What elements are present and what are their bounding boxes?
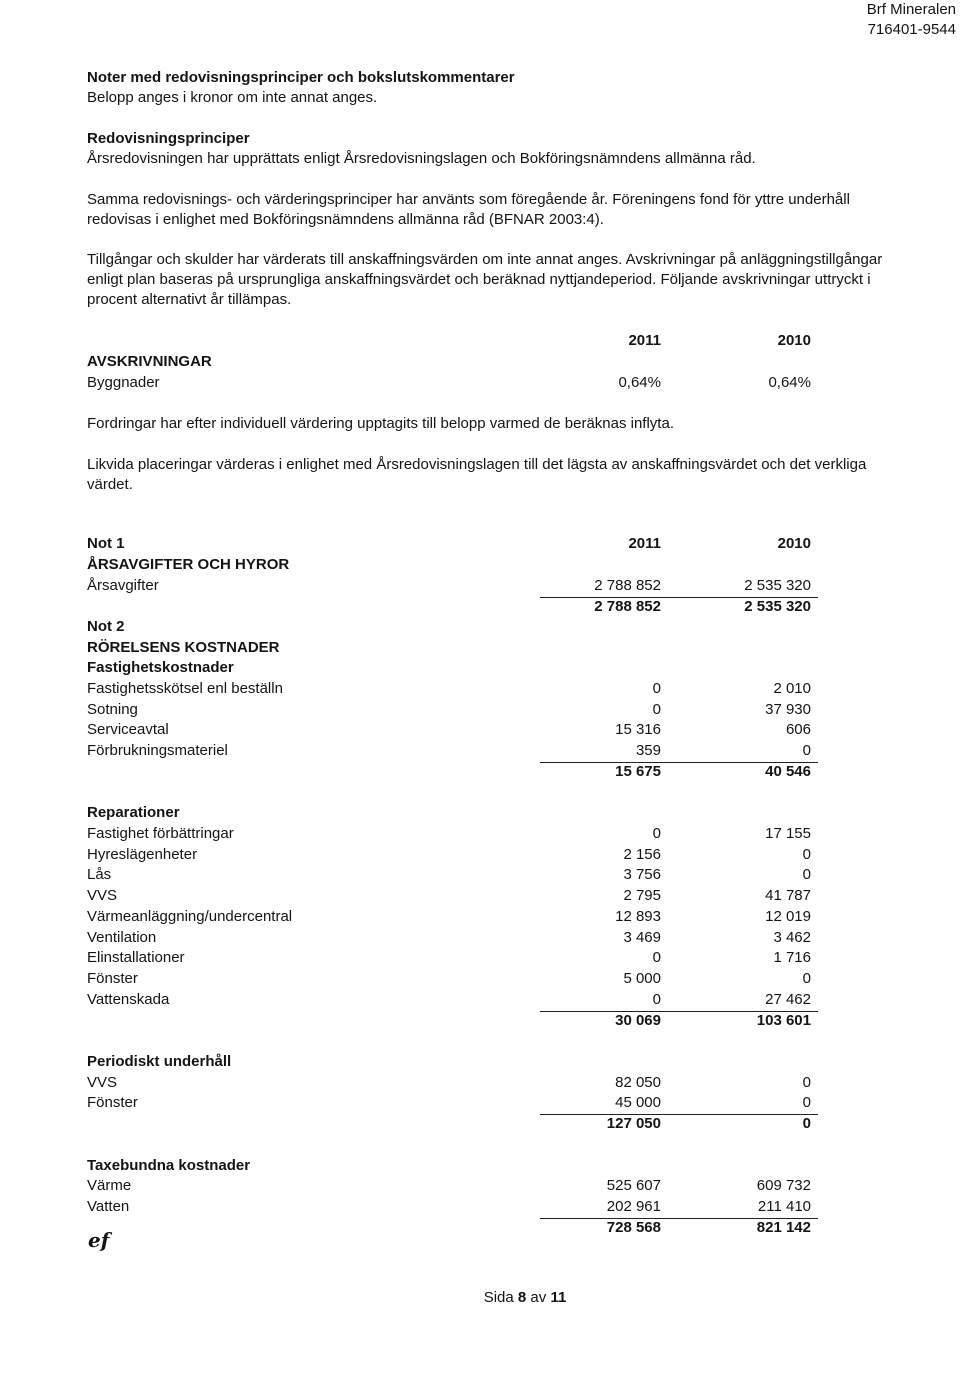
periodic-maintenance-row-value-2011: 82 050: [615, 1074, 661, 1091]
depreciation-year-2010: 2010: [777, 332, 811, 349]
repairs-row-label: Fastighet förbättringar: [87, 825, 234, 842]
property-costs-row-value-2010: 0: [802, 742, 811, 759]
org-number: 716401-9544: [867, 21, 956, 38]
property-costs-heading: Fastighetskostnader: [87, 659, 234, 676]
repairs-row-value-2011: 0: [652, 949, 661, 966]
property-costs-total-2011: 15 675: [615, 763, 661, 780]
periodic-maintenance-row-label: VVS: [87, 1074, 118, 1091]
periodic-maintenance-heading: Periodiskt underhåll: [87, 1053, 232, 1070]
repairs-row-value-2011: 0: [652, 825, 661, 842]
note-1-total-2010: 2 535 320: [744, 598, 811, 615]
utility-costs-total-2010: 821 142: [756, 1219, 811, 1236]
utility-costs-row-value-2010: 211 410: [757, 1198, 811, 1215]
repairs-row-value-2010: 1 716: [773, 949, 811, 966]
utility-costs-row-label: Värme: [87, 1177, 132, 1194]
depreciation-row-label: Byggnader: [87, 374, 160, 391]
note-2-label: Not 2: [87, 618, 125, 635]
principles-paragraph-3-line-2: enligt plan baseras på ursprungliga anskaffningsvärdet och beräknad nyttjandeperiod. Följande avskrivningar uttryckt i: [87, 271, 871, 288]
note-1-row-value-2011: 2 788 852: [594, 577, 661, 594]
repairs-row-value-2010: 0: [802, 866, 811, 883]
org-name: Brf Mineralen: [866, 1, 956, 18]
repairs-row-value-2010: 12 019: [765, 908, 811, 925]
property-costs-row-value-2011: 0: [652, 701, 661, 718]
utility-costs-row-value-2011: 202 961: [606, 1198, 661, 1215]
principles-paragraph-3-line-1: Tillgångar och skulder har värderats till anskaffningsvärden om inte annat anges. Avskrivningar på anläggningstillgångar: [87, 251, 883, 268]
note-1-year-2011: 2011: [628, 535, 661, 552]
periodic-maintenance-row-value-2010: 0: [802, 1074, 811, 1091]
depreciation-heading: AVSKRIVNINGAR: [87, 353, 212, 370]
page-footer: [0, 1289, 960, 1306]
notes-subtitle: Belopp anges i kronor om inte annat anges.: [87, 89, 378, 106]
repairs-row-value-2010: 41 787: [765, 887, 811, 904]
property-costs-row-value-2011: 15 316: [615, 721, 661, 738]
property-costs-row-label: Serviceavtal: [87, 721, 169, 738]
property-costs-total-2010: 40 546: [765, 763, 811, 780]
repairs-row-value-2011: 2 156: [623, 846, 661, 863]
principles-paragraph-3-line-3: procent alternativt år tillämpas.: [87, 291, 292, 308]
depreciation-year-2011: 2011: [628, 332, 661, 349]
property-costs-row-value-2011: 359: [635, 742, 661, 759]
repairs-row-label: Lås: [87, 866, 112, 883]
note-1-total-2011: 2 788 852: [594, 598, 661, 615]
repairs-row-label: Vattenskada: [87, 991, 170, 1008]
property-costs-row-value-2011: 0: [652, 680, 661, 697]
repairs-row-label: Värmeanläggning/undercentral: [87, 908, 293, 925]
notes-title: Noter med redovisningsprinciper och bokslutskommentarer: [87, 69, 515, 86]
depreciation-value-2010: 0,64%: [768, 374, 811, 391]
receivables-text: Fordringar har efter individuell värdering upptagits till belopp varmed de beräknas inflyta.: [87, 415, 674, 432]
note-1-row-value-2010: 2 535 320: [744, 577, 811, 594]
repairs-heading: Reparationer: [87, 804, 180, 821]
liquid-assets-text-line-1: Likvida placeringar värderas i enlighet med Årsredovisningslagen till det lägsta av anskaffningsvärdet och det verkliga: [87, 456, 867, 473]
repairs-row-value-2011: 3 469: [623, 929, 661, 946]
principles-paragraph-2-line-1: Samma redovisnings- och värderingsprinciper har använts som föregående år. Föreningens fond för yttre underhåll: [87, 191, 850, 208]
principles-heading: Redovisningsprinciper: [87, 130, 250, 147]
note-1-label: Not 1: [87, 535, 125, 552]
repairs-row-value-2011: 5 000: [623, 970, 661, 987]
repairs-row-label: Ventilation: [87, 929, 157, 946]
utility-costs-heading: Taxebundna kostnader: [87, 1157, 251, 1174]
footer-prefix: Sida: [483, 1289, 518, 1306]
depreciation-value-2011: 0,64%: [618, 374, 661, 391]
note-1-row-label: Årsavgifter: [87, 577, 159, 594]
liquid-assets-text-line-2: värdet.: [87, 476, 133, 493]
document-header: [867, 0, 956, 40]
utility-costs-row-value-2011: 525 607: [606, 1177, 661, 1194]
repairs-row-label: VVS: [87, 887, 118, 904]
periodic-maintenance-row-value-2010: 0: [802, 1094, 811, 1111]
property-costs-row-value-2010: 606: [785, 721, 811, 738]
utility-costs-row-value-2010: 609 732: [756, 1177, 811, 1194]
repairs-row-value-2011: 12 893: [615, 908, 661, 925]
repairs-total-2011: 30 069: [615, 1012, 661, 1029]
property-costs-row-value-2010: 37 930: [765, 701, 811, 718]
repairs-row-value-2011: 3 756: [623, 866, 661, 883]
repairs-row-value-2011: 0: [652, 991, 661, 1008]
principles-paragraph-2-line-2: redovisas i enlighet med Bokföringsnämndens allmänna råd (BFNAR 2003:4).: [87, 211, 604, 228]
repairs-row-value-2010: 0: [802, 970, 811, 987]
handwritten-initials: ef: [88, 1228, 110, 1252]
repairs-row-label: Fönster: [87, 970, 138, 987]
periodic-maintenance-total-2010: 0: [802, 1115, 811, 1132]
repairs-row-value-2010: 27 462: [765, 991, 811, 1008]
principles-paragraph-1: Årsredovisningen har upprättats enligt Årsredovisningslagen och Bokföringsnämndens allmänna råd.: [87, 150, 756, 167]
footer-page-number: 8: [517, 1289, 527, 1306]
property-costs-row-label: Sotning: [87, 701, 138, 718]
repairs-total-2010: 103 601: [756, 1012, 811, 1029]
repairs-row-value-2010: 0: [802, 846, 811, 863]
utility-costs-row-label: Vatten: [87, 1198, 130, 1215]
note-2-heading: RÖRELSENS KOSTNADER: [87, 639, 280, 656]
repairs-row-label: Hyreslägenheter: [87, 846, 198, 863]
periodic-maintenance-row-value-2011: 45 000: [615, 1094, 661, 1111]
repairs-row-value-2010: 17 155: [765, 825, 811, 842]
periodic-maintenance-total-2011: 127 050: [606, 1115, 661, 1132]
property-costs-row-label: Förbrukningsmateriel: [87, 742, 228, 759]
footer-page-total: 11: [550, 1289, 567, 1306]
periodic-maintenance-row-label: Fönster: [87, 1094, 138, 1111]
note-1-year-2010: 2010: [777, 535, 811, 552]
property-costs-row-label: Fastighetsskötsel enl beställn: [87, 680, 283, 697]
footer-middle: av: [526, 1289, 551, 1306]
note-1-heading: ÅRSAVGIFTER OCH HYROR: [87, 556, 290, 573]
repairs-row-label: Elinstallationer: [87, 949, 185, 966]
repairs-row-value-2011: 2 795: [623, 887, 661, 904]
utility-costs-total-2011: 728 568: [606, 1219, 661, 1236]
repairs-row-value-2010: 3 462: [773, 929, 811, 946]
property-costs-row-value-2010: 2 010: [773, 680, 811, 697]
